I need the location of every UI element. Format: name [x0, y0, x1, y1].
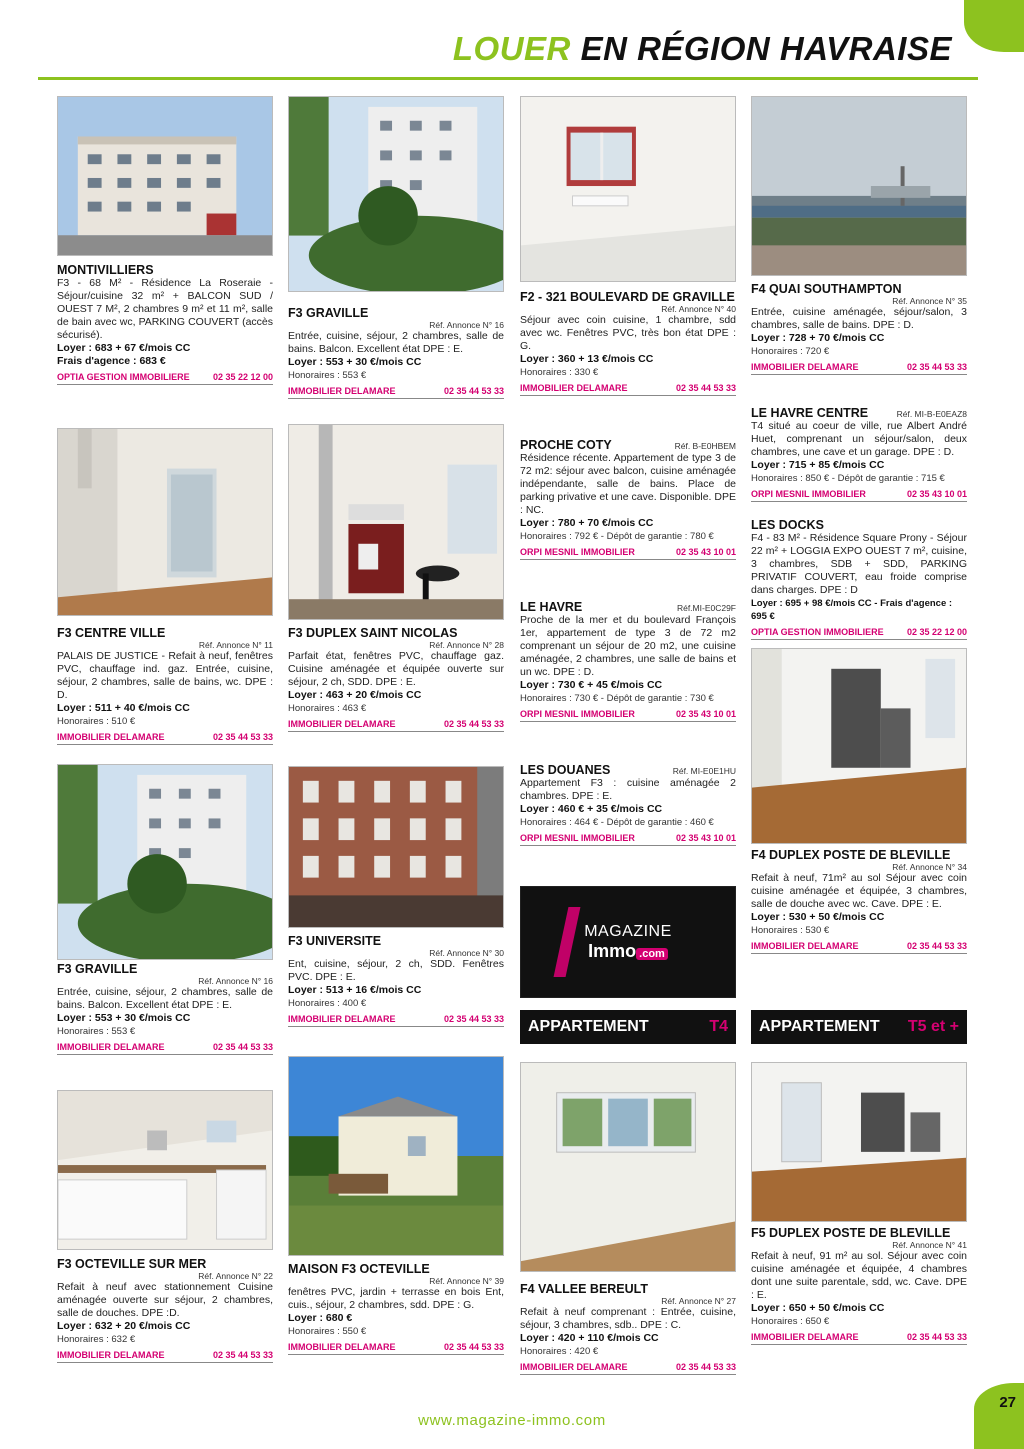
page-title: LOUER EN RÉGION HAVRAISE: [452, 30, 952, 67]
listing-description: Entrée, cuisine, séjour, 2 chambres, salle de bains. Balcon. Excellent état DPE : E.: [57, 986, 273, 1011]
listing-title-row: [520, 438, 736, 452]
listing-title: F3 UNIVERSITE: [288, 934, 382, 948]
listing-description: Résidence récente. Appartement de type 3 de 72 m2: séjour avec balcon, cuisine aménagée indépendante, salle de bains. Place de parking privative et une cave. Disponible. DPE : NC.: [520, 452, 736, 516]
listing-photo: [57, 764, 273, 960]
listing-description: F3 - 68 M² - Résidence La Roseraie - Séjour/cuisine 32 m² + BALCON SUD / OUEST 7 M², 2 chambres 9 m² et 11 m², salle de bain avec wc, PARKING COUVERT (accès sécurisé).: [57, 277, 273, 341]
listing-description: Entrée, cuisine, séjour, 2 chambres, salle de bains. Balcon. Excellent état DPE : E.: [288, 330, 504, 355]
magazine-immo-ad[interactable]: [520, 886, 736, 998]
agency-name: IMMOBILIER DELAMARE: [520, 1362, 628, 1372]
listing-description: Appartement F3 : cuisine aménagée 2 chambres. DPE : E.: [520, 777, 736, 802]
listing-title: MAISON F3 OCTEVILLE: [288, 1262, 430, 1276]
agency-phone[interactable]: 02 35 44 53 33: [212, 1350, 273, 1360]
agency-name: IMMOBILIER DELAMARE: [288, 1014, 396, 1024]
listing-photo: [751, 96, 967, 276]
listing-title: F4 DUPLEX POSTE DE BLEVILLE: [751, 848, 951, 862]
listing-fees: Honoraires : 850 € - Dépôt de garantie : 715 €: [751, 473, 945, 484]
listing-ref: Réf. Annonce N° 16: [429, 320, 504, 330]
agency-name: OPTIA GESTION IMMOBILIERE: [57, 372, 190, 382]
section-label: APPARTEMENT: [528, 1018, 649, 1035]
listing-fees: Honoraires : 510 €: [57, 716, 136, 727]
listing-description: Refait à neuf comprenant : Entrée, cuisine, séjour, 3 chambres, sdb.. DPE : C.: [520, 1306, 736, 1331]
listing-ref: Réf. Annonce N° 11: [198, 640, 273, 650]
listing-fees: Honoraires : 420 €: [520, 1346, 599, 1357]
listing-ref: Réf. Annonce N° 27: [661, 1296, 736, 1306]
listing-title: F3 OCTEVILLE SUR MER: [57, 1257, 207, 1271]
listing-fees: Honoraires : 792 € - Dépôt de garantie : 780 €: [520, 531, 714, 542]
agency-phone[interactable]: 02 35 43 10 01: [675, 547, 736, 557]
listing-ref: Réf. MI-E0E1HU: [672, 766, 736, 776]
agency-name: IMMOBILIER DELAMARE: [288, 386, 396, 396]
corner-tab-decoration: [964, 0, 1024, 52]
listing-description: Séjour avec coin cuisine, 1 chambre, sdd avec wc. Fenêtres PVC, très bon état DPE : G.: [520, 314, 736, 352]
listing-price: Loyer : 715 + 85 €/mois CC: [751, 459, 885, 471]
listing-photo: [57, 428, 273, 616]
listing-photo: [520, 96, 736, 282]
listing-ref: Réf. MI-B-E0EAZ8: [896, 409, 967, 419]
corner-tab-bottom-decoration: [974, 1383, 1024, 1449]
listing-ref: Réf. B-E0HBEM: [674, 441, 736, 451]
listing-agency-line[interactable]: [751, 362, 967, 375]
listing-photo: [57, 96, 273, 256]
agency-name: ORPI MESNIL IMMOBILIER: [520, 547, 635, 557]
listing-photo: [751, 1062, 967, 1222]
listing-fees: Honoraires : 553 €: [288, 370, 367, 381]
listing-price: Loyer : 680 €: [288, 1312, 353, 1324]
listing-photo: [288, 1056, 504, 1256]
listing-price: Loyer : 463 + 20 €/mois CC: [288, 689, 422, 701]
listing-ref: Réf. Annonce N° 40: [661, 304, 736, 314]
agency-name: IMMOBILIER DELAMARE: [57, 1042, 165, 1052]
section-header-t4: [520, 1010, 736, 1044]
listing-agency-line[interactable]: [520, 547, 736, 560]
agency-name: ORPI MESNIL IMMOBILIER: [520, 833, 635, 843]
page-number: 27: [999, 1394, 1016, 1411]
header-rule: [38, 77, 978, 80]
agency-phone[interactable]: 02 35 44 53 33: [906, 362, 967, 372]
listing-description: Refait à neuf, 71m² au sol Séjour avec coin cuisine aménagée et équipée, 3 chambres, salle de douche avec wc. Cave. DPE : E.: [751, 872, 967, 910]
listing-title: F3 DUPLEX SAINT NICOLAS: [288, 626, 458, 640]
agency-phone[interactable]: 02 35 44 53 33: [443, 386, 504, 396]
listing-title-row: [520, 600, 736, 614]
listing-title: LES DOUANES: [520, 763, 611, 777]
listing-title: F3 GRAVILLE: [57, 962, 138, 976]
agency-phone[interactable]: 02 35 44 53 33: [443, 719, 504, 729]
listing-price: Loyer : 511 + 40 €/mois CC: [57, 702, 190, 714]
listing-agency-line[interactable]: [751, 1332, 967, 1345]
listing-title: F2 - 321 BOULEVARD DE GRAVILLE: [520, 290, 735, 304]
listing-description: fenêtres PVC, jardin + terrasse en bois Ent, cuis., séjour, 2 chambres, sdd. DPE : G.: [288, 1286, 504, 1311]
agency-name: IMMOBILIER DELAMARE: [751, 941, 859, 951]
section-tag: T4: [709, 1018, 728, 1035]
listing-agency-line[interactable]: [57, 732, 273, 745]
listing-fees: Honoraires : 720 €: [751, 346, 830, 357]
listing-agency-line[interactable]: [57, 1350, 273, 1363]
listing-ref: Réf. Annonce N° 16: [198, 976, 273, 986]
agency-phone[interactable]: 02 35 44 53 33: [212, 1042, 273, 1052]
listing-price: Loyer : 360 + 13 €/mois CC: [520, 353, 654, 365]
listing-price: Loyer : 513 + 16 €/mois CC: [288, 984, 422, 996]
listing-price: Loyer : 683 + 67 €/mois CC: [57, 342, 191, 354]
listing-ref: Réf.MI-E0C29F: [676, 603, 736, 613]
listing-title-row: [520, 763, 736, 777]
listing-agency-line[interactable]: [57, 1042, 273, 1055]
listing-photo: [751, 648, 967, 844]
agency-phone[interactable]: 02 35 44 53 33: [675, 383, 736, 393]
listing-title: LE HAVRE: [520, 600, 583, 614]
listing-price: Loyer : 695 + 98 €/mois CC - Frais d'agence : 695 €: [751, 598, 953, 622]
listing-price: Loyer : 530 + 50 €/mois CC: [751, 911, 885, 923]
listing-description: F4 - 83 M² - Résidence Square Prony - Séjour 22 m² + LOGGIA EXPO OUEST 7 m², cuisine, 3 chambres, SDB + SDD, PARKING PRIVATIF COUVERT, eau froide comprise dans charges. DPE : D: [751, 532, 967, 596]
listing-title: F3 CENTRE VILLE: [57, 626, 166, 640]
agency-phone[interactable]: 02 35 43 10 01: [675, 833, 736, 843]
listing-price: Loyer : 632 + 20 €/mois CC: [57, 1320, 191, 1332]
listing-price: Loyer : 780 + 70 €/mois CC: [520, 517, 654, 529]
listing-ref: Réf. Annonce N° 35: [892, 296, 967, 306]
listing-description: PALAIS DE JUSTICE - Refait à neuf, fenêtres PVC, chauffage ind. gaz. Entrée, cuisine, séjour, 2 chambres, salle de bains, wc. DPE : D.: [57, 650, 273, 701]
listing-title: PROCHE COTY: [520, 438, 612, 452]
listing-agency-line[interactable]: [520, 833, 736, 846]
section-tag: T5 et +: [907, 1018, 959, 1035]
listing-agency-line[interactable]: [751, 941, 967, 954]
listing-agency-line[interactable]: [520, 1362, 736, 1375]
listing-price: Loyer : 730 € + 45 €/mois CC: [520, 679, 663, 691]
agency-phone[interactable]: 02 35 44 53 33: [212, 732, 273, 742]
listing-title: F3 GRAVILLE: [288, 306, 369, 320]
listing-fees: Frais d'agence : 683 €: [57, 355, 166, 367]
listing-fees: Honoraires : 632 €: [57, 1334, 136, 1345]
listing-price: Loyer : 460 € + 35 €/mois CC: [520, 803, 663, 815]
listing-description: Proche de la mer et du boulevard François 1er, appartement de type 3 de 72 m2 comprenant un séjour de 20 m2, une cuisine aménagée, 2 chambres, une salle de bains et un wc. DPE : D.: [520, 614, 736, 678]
listing-fees: Honoraires : 463 €: [288, 703, 367, 714]
listing-agency-line[interactable]: [288, 719, 504, 732]
listing-price: Loyer : 553 + 30 €/mois CC: [57, 1012, 191, 1024]
agency-phone[interactable]: 02 35 44 53 33: [443, 1014, 504, 1024]
listing-ref: Réf. Annonce N° 22: [198, 1271, 273, 1281]
agency-name: IMMOBILIER DELAMARE: [288, 1342, 396, 1352]
listing-price: Loyer : 728 + 70 €/mois CC: [751, 332, 885, 344]
agency-phone[interactable]: 02 35 22 12 00: [906, 627, 967, 637]
listing-agency-line[interactable]: [520, 709, 736, 722]
agency-phone[interactable]: 02 35 22 12 00: [212, 372, 273, 382]
agency-name: OPTIA GESTION IMMOBILIERE: [751, 627, 884, 637]
agency-name: IMMOBILIER DELAMARE: [520, 383, 628, 393]
agency-name: IMMOBILIER DELAMARE: [57, 732, 165, 742]
listing-title: F5 DUPLEX POSTE DE BLEVILLE: [751, 1226, 951, 1240]
agency-name: IMMOBILIER DELAMARE: [288, 719, 396, 729]
agency-name: IMMOBILIER DELAMARE: [751, 1332, 859, 1342]
agency-phone[interactable]: 02 35 43 10 01: [906, 489, 967, 499]
listing-description: T4 situé au coeur de ville, rue Albert André Huet, comprenant un séjour/salon, deux chambres, une cave et un garage. DPE : D.: [751, 420, 967, 458]
listing-fees: Honoraires : 730 € - Dépôt de garantie : 730 €: [520, 693, 714, 704]
agency-name: ORPI MESNIL IMMOBILIER: [751, 489, 866, 499]
agency-phone[interactable]: 02 35 44 53 33: [443, 1342, 504, 1352]
section-header-t5: [751, 1010, 967, 1044]
listing-ref: Réf. Annonce N° 28: [429, 640, 504, 650]
ad-brand: Immo .com: [521, 941, 735, 962]
agency-phone[interactable]: 02 35 44 53 33: [906, 941, 967, 951]
listing-price: Loyer : 650 + 50 €/mois CC: [751, 1302, 885, 1314]
listing-agency-line[interactable]: [288, 1014, 504, 1027]
listing-title: F4 VALLEE BEREULT: [520, 1282, 649, 1296]
listing-fees: Honoraires : 553 €: [57, 1026, 136, 1037]
listing-title: F4 QUAI SOUTHAMPTON: [751, 282, 902, 296]
listing-description: Entrée, cuisine aménagée, séjour/salon, 3 chambres, salle de bains. DPE : D.: [751, 306, 967, 331]
agency-phone[interactable]: 02 35 43 10 01: [675, 709, 736, 719]
agency-name: IMMOBILIER DELAMARE: [57, 1350, 165, 1360]
listing-agency-line[interactable]: [520, 383, 736, 396]
listing-agency-line[interactable]: [288, 386, 504, 399]
listing-agency-line[interactable]: [751, 627, 967, 640]
footer-website-link[interactable]: www.magazine-immo.com: [418, 1412, 606, 1429]
listing-fees: Honoraires : 550 €: [288, 1326, 367, 1337]
listing-fees: Honoraires : 464 € - Dépôt de garantie : 460 €: [520, 817, 714, 828]
listing-ref: Réf. Annonce N° 30: [429, 948, 504, 958]
listing-photo: [288, 96, 504, 292]
listing-description: Refait à neuf, 91 m² au sol. Séjour avec coin cuisine aménagée et équipée, 4 chambres dont une suite parentale, sdd, wc. Cave. DPE : E.: [751, 1250, 967, 1301]
listing-agency-line[interactable]: [288, 1342, 504, 1355]
listing-price: Loyer : 553 + 30 €/mois CC: [288, 356, 422, 368]
listing-photo: [57, 1090, 273, 1250]
listing-fees: Honoraires : 650 €: [751, 1316, 830, 1327]
listing-title: LE HAVRE CENTRE: [751, 406, 869, 420]
listing-price: Loyer : 420 + 110 €/mois CC: [520, 1332, 659, 1344]
listing-fees: Honoraires : 400 €: [288, 998, 367, 1009]
listing-ref: Réf. Annonce N° 39: [429, 1276, 504, 1286]
agency-name: ORPI MESNIL IMMOBILIER: [520, 709, 635, 719]
listing-title: MONTIVILLIERS: [57, 263, 154, 277]
listing-title: LES DOCKS: [751, 518, 824, 532]
listing-description: Parfait état, fenêtres PVC, chauffage gaz. Cuisine aménagée et équipée ouverte sur séjour, 2 ch, SDD. DPE : E.: [288, 650, 504, 688]
ad-magazine-label: MAGAZINE: [584, 923, 672, 940]
agency-phone[interactable]: 02 35 44 53 33: [906, 1332, 967, 1342]
listing-agency-line[interactable]: [57, 372, 273, 385]
listing-title-row: [751, 406, 967, 420]
listing-description: Refait à neuf avec stationnement Cuisine aménagée ouverte sur séjour, 2 chambres, salle de douches. DPE :D.: [57, 1281, 273, 1319]
agency-name: IMMOBILIER DELAMARE: [751, 362, 859, 372]
listing-fees: Honoraires : 330 €: [520, 367, 599, 378]
listing-photo: [288, 766, 504, 928]
agency-phone[interactable]: 02 35 44 53 33: [675, 1362, 736, 1372]
listing-ref: Réf. Annonce N° 34: [892, 862, 967, 872]
listing-photo: [520, 1062, 736, 1272]
listing-photo: [288, 424, 504, 620]
listing-description: Ent, cuisine, séjour, 2 ch, SDD. Fenêtres PVC. DPE : E.: [288, 958, 504, 983]
listing-fees: Honoraires : 530 €: [751, 925, 830, 936]
section-label: APPARTEMENT: [759, 1018, 880, 1035]
listing-ref: Réf. Annonce N° 41: [892, 1240, 967, 1250]
listing-agency-line[interactable]: [751, 489, 967, 502]
